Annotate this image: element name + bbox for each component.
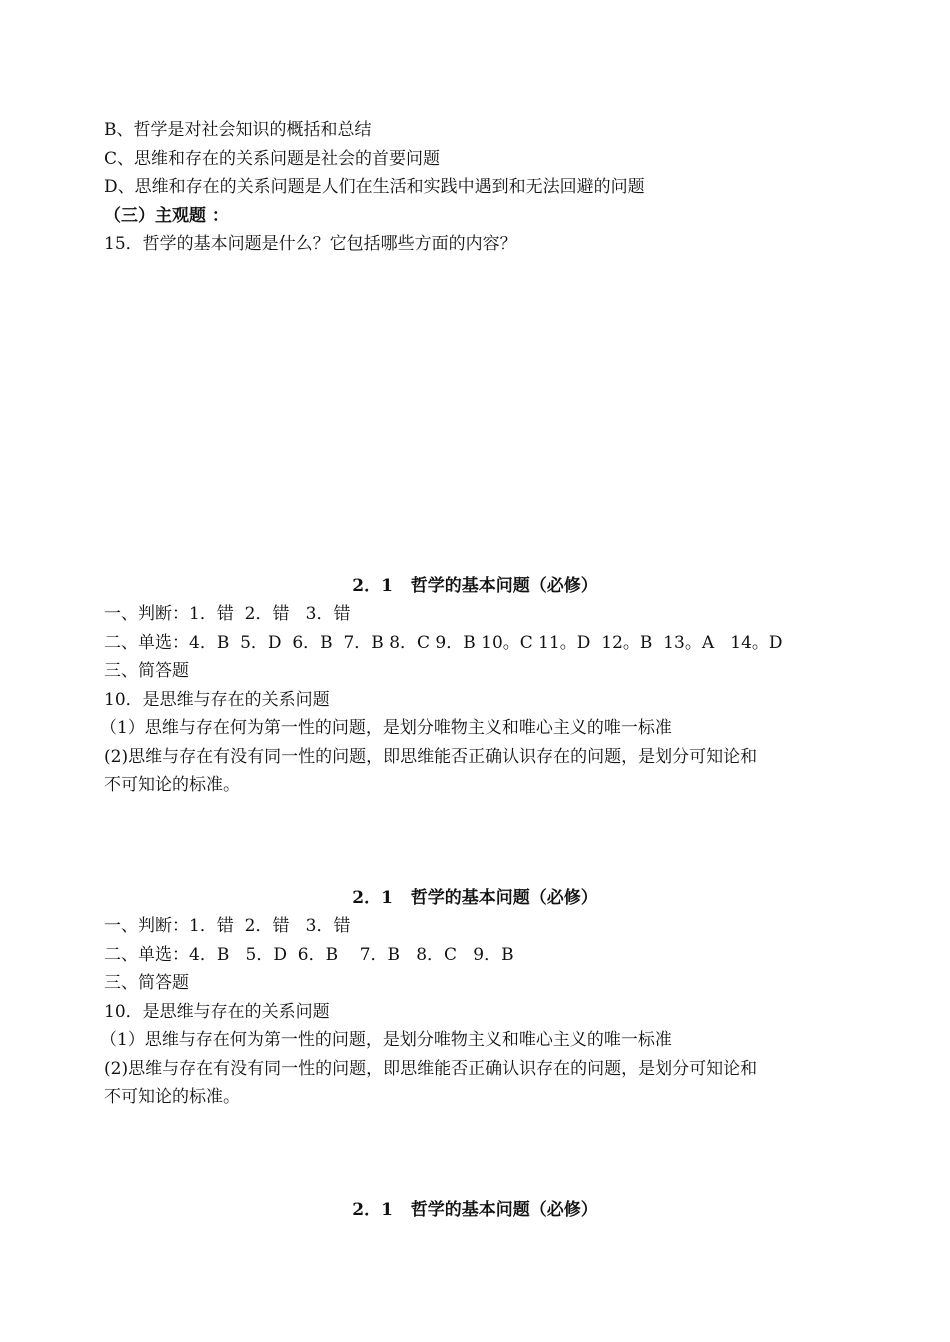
answer-point2a-2: (2)思维与存在有没有同一性的问题，即思维能否正确认识存在的问题，是划分可知论和 <box>104 1059 758 1079</box>
answer-point2a-1: (2)思维与存在有没有同一性的问题，即思维能否正确认识存在的问题，是划分可知论和 <box>104 747 758 767</box>
option-c: C、思维和存在的关系问题是社会的首要问题 <box>104 149 441 169</box>
answer-point2b-1: 不可知论的标准。 <box>104 775 240 795</box>
section-subjective-heading: （三）主观题 ： <box>104 206 229 226</box>
answer-point1-1: （1）思维与存在何为第一性的问题，是划分唯物主义和唯心主义的唯一标准 <box>100 718 672 738</box>
option-d: D、思维和存在的关系问题是人们在生活和实践中遇到和无法回避的问题 <box>104 177 645 197</box>
answer-q10-2: 10．是思维与存在的关系问题 <box>104 1002 330 1022</box>
answer-q10-1: 10．是思维与存在的关系问题 <box>104 690 330 710</box>
answer-point2b-2: 不可知论的标准。 <box>104 1087 240 1107</box>
answer-judge-1: 一、判断：1．错 2．错 3．错 <box>104 604 351 624</box>
option-b: B、哲学是对社会知识的概括和总结 <box>104 120 372 140</box>
answer-title-1: 2．1 哲学的基本问题（必修） <box>352 576 598 596</box>
question-15: 15．哲学的基本问题是什么？它包括哪些方面的内容？ <box>104 234 517 254</box>
answer-point1-2: （1）思维与存在何为第一性的问题，是划分唯物主义和唯心主义的唯一标准 <box>100 1030 672 1050</box>
answer-judge-2: 一、判断：1．错 2．错 3．错 <box>104 916 351 936</box>
answer-title-2: 2．1 哲学的基本问题（必修） <box>352 888 598 908</box>
answer-single-1: 二、单选：4．B 5．D 6．B 7．B 8．C 9．B 10。C 11。D 12。B 13。A 14。D <box>104 633 783 653</box>
answer-short-heading-1: 三、简答题 <box>104 661 189 681</box>
answer-short-heading-2: 三、简答题 <box>104 973 189 993</box>
answer-title-3: 2．1 哲学的基本问题（必修） <box>352 1200 598 1220</box>
answer-single-2: 二、单选：4．B 5．D 6．B 7．B 8．C 9．B <box>104 945 514 965</box>
